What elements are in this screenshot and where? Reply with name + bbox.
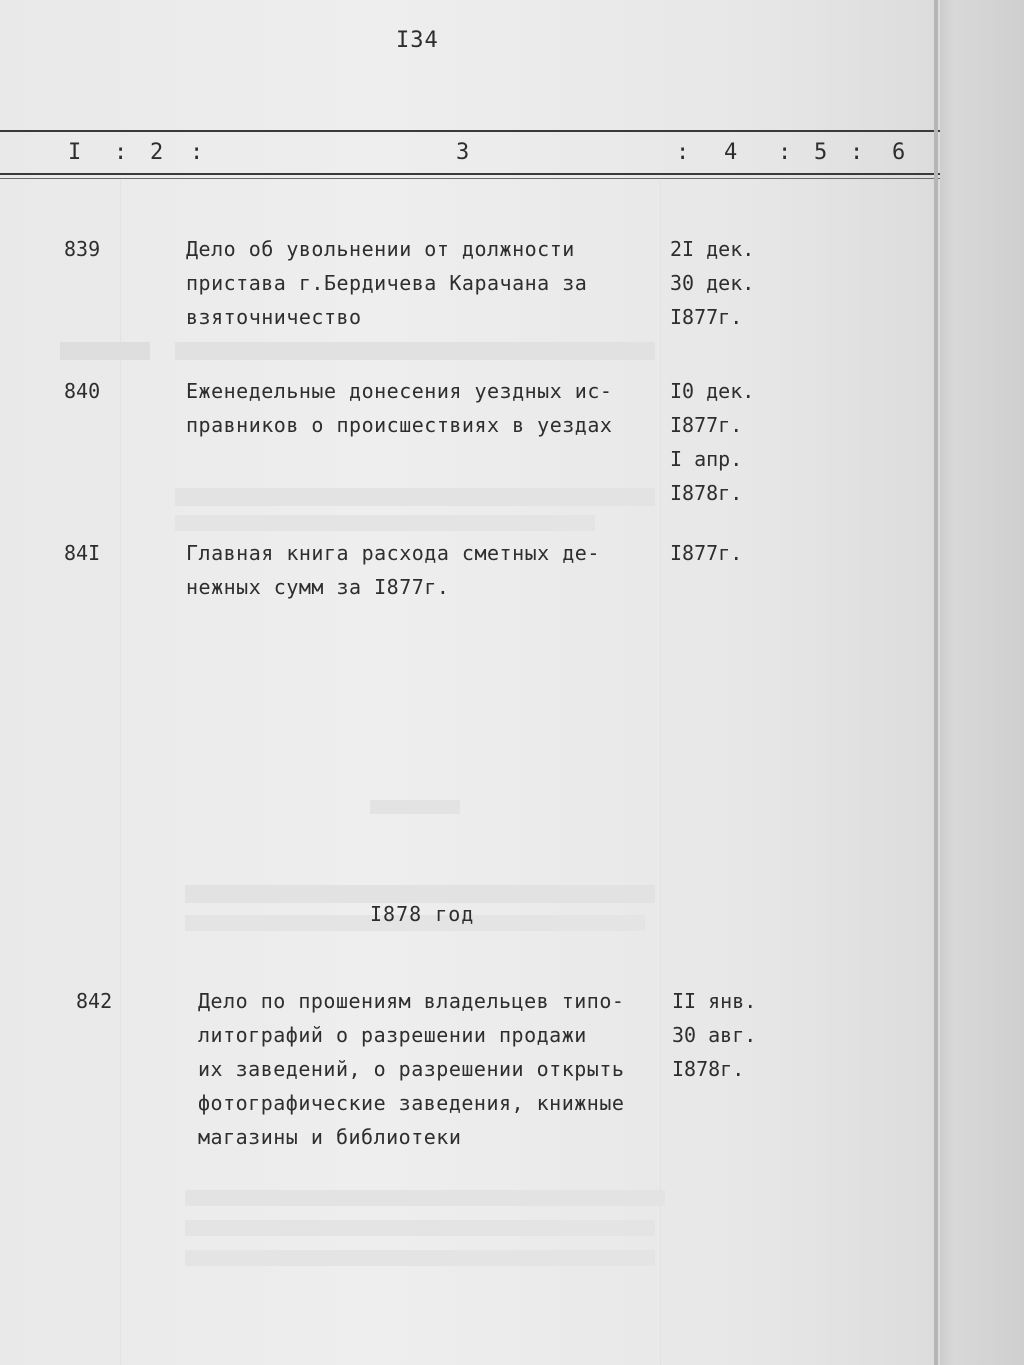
table-header-top-rule [0,130,940,132]
date-line: I0 дек. [670,379,755,403]
date-line: II янв. [672,989,757,1013]
table-header-bottom-rule [0,173,940,175]
column-separator: : [190,140,204,165]
column-separator: : [114,140,128,165]
entry-dates [670,536,770,570]
entry-description [186,232,666,334]
show-through-mark [185,1190,665,1206]
show-through-mark [175,488,655,506]
description-line: литографий о разрешении продажи [198,1023,587,1047]
description-line: пристава г.Бердичева Карачана за [186,271,588,295]
description-line: Еженедельные донесения уездных ис- [186,379,613,403]
section-title: I878 год [370,902,475,926]
description-line: Главная книга расхода сметных де- [186,541,600,565]
entry-dates [672,984,772,1086]
column-5-header: 5 [814,140,828,165]
show-through-mark [185,885,655,903]
column-separator: : [778,140,792,165]
date-line: 30 дек. [670,271,755,295]
description-line: нежных сумм за I877г. [186,575,450,599]
entry-number: 842 [76,989,113,1013]
column-separator: : [850,140,864,165]
column-guide [660,180,661,1365]
date-line: 2I дек. [670,237,755,261]
entry-number: 839 [64,237,101,261]
date-line: I878г. [670,481,743,505]
description-line: фотографические заведения, книжные [198,1091,625,1115]
description-line: Дело по прошениям владельцев типо- [198,989,625,1013]
column-6-header: 6 [892,140,906,165]
description-line: Дело об увольнении от должности [186,237,575,261]
column-4-header: 4 [724,140,738,165]
date-line: I878г. [672,1057,745,1081]
show-through-mark [185,1220,655,1236]
show-through-mark [370,800,460,814]
entry-description [186,374,666,442]
column-3-header: 3 [456,140,470,165]
column-2-header: 2 [150,140,164,165]
date-line: I877г. [670,541,743,565]
page-number: I34 [396,28,439,53]
entry-number: 84I [64,541,101,565]
show-through-mark [175,342,655,360]
show-through-mark [60,342,150,360]
entry-dates [670,232,770,334]
date-line: I877г. [670,305,743,329]
date-line: I877г. [670,413,743,437]
description-line: магазины и библиотеки [198,1125,462,1149]
table-header [0,140,940,170]
show-through-mark [185,1250,655,1266]
page-edge [934,0,938,1365]
column-1-header: I [68,140,82,165]
underlying-sheet [936,0,1024,1365]
column-separator: : [676,140,690,165]
entry-description [186,536,666,604]
show-through-mark [175,515,595,531]
date-line: 30 авг. [672,1023,757,1047]
entry-description [198,984,678,1154]
description-line: их заведений, о разрешении открыть [198,1057,625,1081]
description-line: правников о происшествиях в уездах [186,413,613,437]
entry-dates [670,374,770,510]
entry-number: 840 [64,379,101,403]
table-header-double-rule [0,178,940,179]
date-line: I апр. [670,447,743,471]
description-line: взяточничество [186,305,362,329]
